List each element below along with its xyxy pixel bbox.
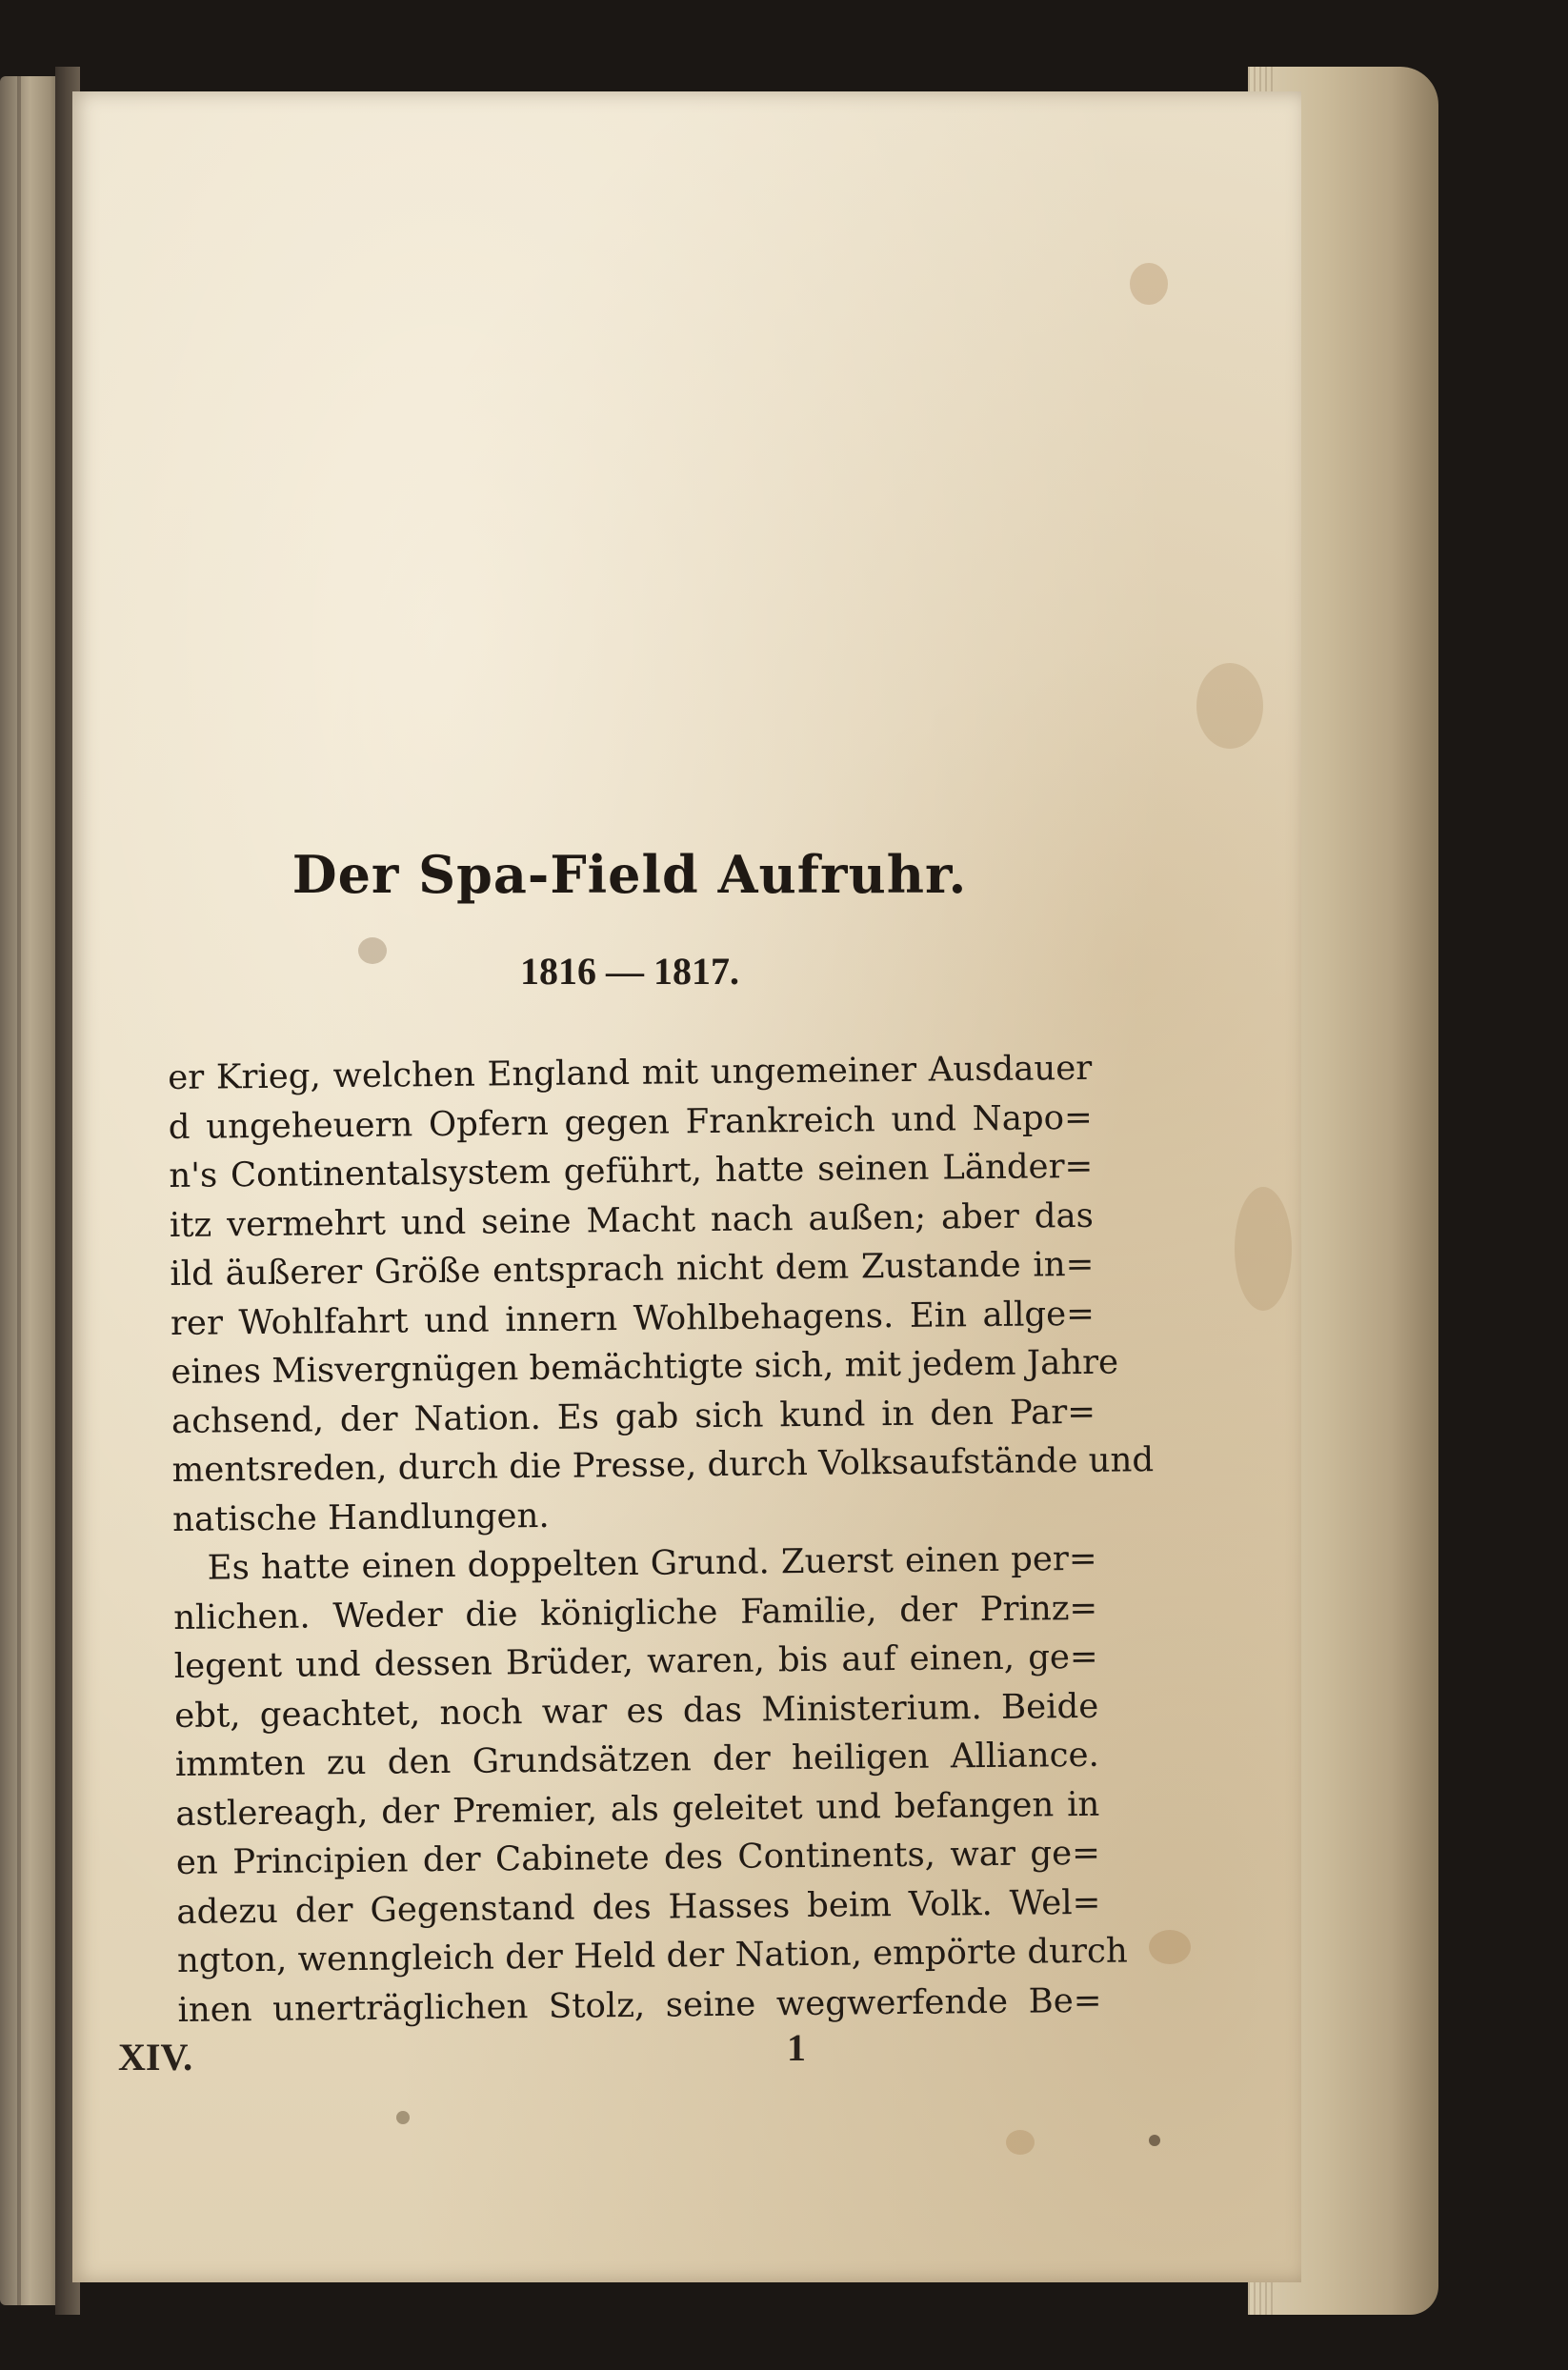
foxing-spot bbox=[1235, 1187, 1292, 1311]
page-number: 1 bbox=[787, 2026, 806, 2069]
paragraph bbox=[172, 1535, 1128, 2035]
text-line: ebt, geachtet, noch war es das Ministerium. Beide bbox=[174, 1686, 1099, 1736]
text-line: inen unerträglichen Stolz, seine wegwerfende Be= bbox=[177, 1980, 1102, 2030]
paragraph bbox=[168, 1044, 1155, 1544]
text-line: nlichen. Weder die königliche Familie, der Prinz= bbox=[172, 1588, 1098, 1637]
text-line: achsend, der Nation. Es gab sich kund in den Par= bbox=[171, 1392, 1096, 1441]
text-line: immten zu den Grundsätzen der heiligen Alliance. bbox=[174, 1735, 1099, 1784]
foxing-spot bbox=[1196, 663, 1263, 749]
text-line: eines Misvergnügen bemächtigte sich, mit jedem Jahre bbox=[171, 1342, 1119, 1392]
text-line: d ungeheuern Opfern gegen Frankreich und Napo= bbox=[168, 1097, 1093, 1147]
foxing-spot bbox=[1149, 2135, 1160, 2146]
foxing-spot bbox=[1130, 263, 1168, 305]
foxing-spot bbox=[1006, 2130, 1035, 2155]
text-line: ild äußerer Größe entsprach nicht dem Zustande in= bbox=[170, 1244, 1095, 1294]
text-line: natische Handlungen. bbox=[171, 1496, 550, 1539]
foxing-spot bbox=[396, 2111, 410, 2124]
chapter-years: 1816 — 1817. bbox=[520, 950, 739, 993]
body-text bbox=[168, 1044, 1155, 2035]
foxing-spot bbox=[1149, 1930, 1191, 1964]
text-line: legent und dessen Brüder, waren, bis auf einen, ge= bbox=[173, 1637, 1098, 1686]
chapter-title: Der Spa-Field Aufruhr. bbox=[291, 844, 968, 905]
text-line: er Krieg, welchen England mit ungemeiner Ausdauer bbox=[168, 1048, 1093, 1097]
text-line: rer Wohlfahrt und innern Wohlbehagens. Ein allge= bbox=[170, 1294, 1096, 1343]
text-line: ngton, wenngleich der Held der Nation, empörte durch bbox=[176, 1931, 1128, 1980]
text-line: Es hatte einen doppelten Grund. Zuerst einen per= bbox=[207, 1538, 1097, 1588]
text-line: itz vermehrt und seine Macht nach außen; aber das bbox=[169, 1195, 1095, 1245]
text-line: en Principien der Cabinete des Continents, war ge= bbox=[175, 1833, 1101, 1882]
book-page bbox=[72, 91, 1301, 2282]
text-line: astlereagh, der Premier, als geleitet und befangen in bbox=[175, 1784, 1100, 1834]
signature-mark: XIV. bbox=[118, 2036, 193, 2079]
text-line: adezu der Gegenstand des Hasses beim Volk. Wel= bbox=[176, 1882, 1101, 1932]
text-line: n's Continentalsystem geführt, hatte seinen Länder= bbox=[169, 1146, 1094, 1195]
text-line: mentsreden, durch die Presse, durch Volksaufstände und bbox=[171, 1440, 1155, 1490]
